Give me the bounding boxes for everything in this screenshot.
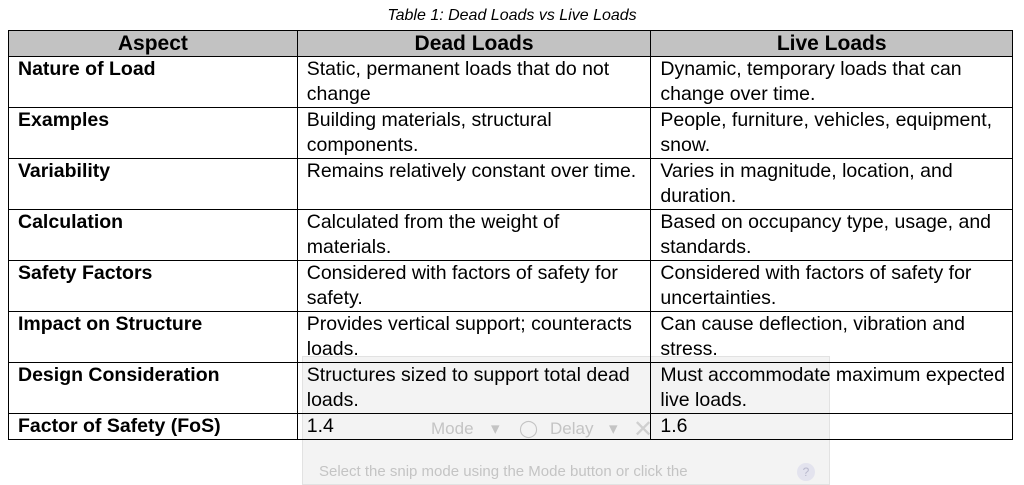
dead-load-cell: Considered with factors of safety for safety. [297,261,651,312]
table-row [9,312,1013,363]
chevron-down-icon: ▾ [491,419,500,438]
ghost-mode-label: Mode [431,419,474,438]
live-load-cell: Varies in magnitude, location, and duration. [651,159,1013,210]
table-header-row [9,31,1013,57]
table-row [9,108,1013,159]
table-caption: Table 1: Dead Loads vs Live Loads [387,7,637,24]
aspect-cell: Safety Factors [9,261,298,312]
aspect-cell: Nature of Load [9,57,298,108]
table-row [9,363,1013,414]
loads-comparison-table [8,30,1013,440]
dead-load-cell: Remains relatively constant over time. [297,159,651,210]
header-dead-loads: Dead Loads [297,31,651,57]
aspect-cell: Impact on Structure [9,312,298,363]
table-row [9,57,1013,108]
aspect-cell: Factor of Safety (FoS) [9,414,298,440]
live-load-cell: Dynamic, temporary loads that can change over time. [651,57,1013,108]
aspect-cell: Examples [9,108,298,159]
aspect-cell: Variability [9,159,298,210]
live-load-cell: People, furniture, vehicles, equipment, snow. [651,108,1013,159]
dead-load-cell: 1.4 [297,414,651,440]
live-load-cell: Must accommodate maximum expected live loads. [651,363,1013,414]
dead-load-cell: Building materials, structural components. [297,108,651,159]
dead-load-cell: Calculated from the weight of materials. [297,210,651,261]
live-load-cell: Can cause deflection, vibration and stress. [651,312,1013,363]
clock-icon: ◯ [519,419,539,438]
aspect-cell: Calculation [9,210,298,261]
table-row [9,261,1013,312]
table-row [9,210,1013,261]
ghost-delay-label: Delay [550,419,594,438]
dead-load-cell: Static, permanent loads that do not change [297,57,651,108]
table-row [9,159,1013,210]
chevron-down-icon: ▾ [609,419,618,438]
aspect-cell: Design Consideration [9,363,298,414]
live-load-cell: 1.6 [651,414,1013,440]
live-load-cell: Considered with factors of safety for uncertainties. [651,261,1013,312]
table-row [9,414,1013,440]
live-load-cell: Based on occupancy type, usage, and standards. [651,210,1013,261]
ghost-hint-text: Select the snip mode using the Mode button or click the [319,463,688,480]
dead-load-cell: Provides vertical support; counteracts loads. [297,312,651,363]
help-icon: ? [797,463,815,481]
dead-load-cell: Structures sized to support total dead loads. [297,363,651,414]
header-live-loads: Live Loads [651,31,1013,57]
header-aspect: Aspect [9,31,298,57]
close-icon: ✕ [633,416,654,443]
